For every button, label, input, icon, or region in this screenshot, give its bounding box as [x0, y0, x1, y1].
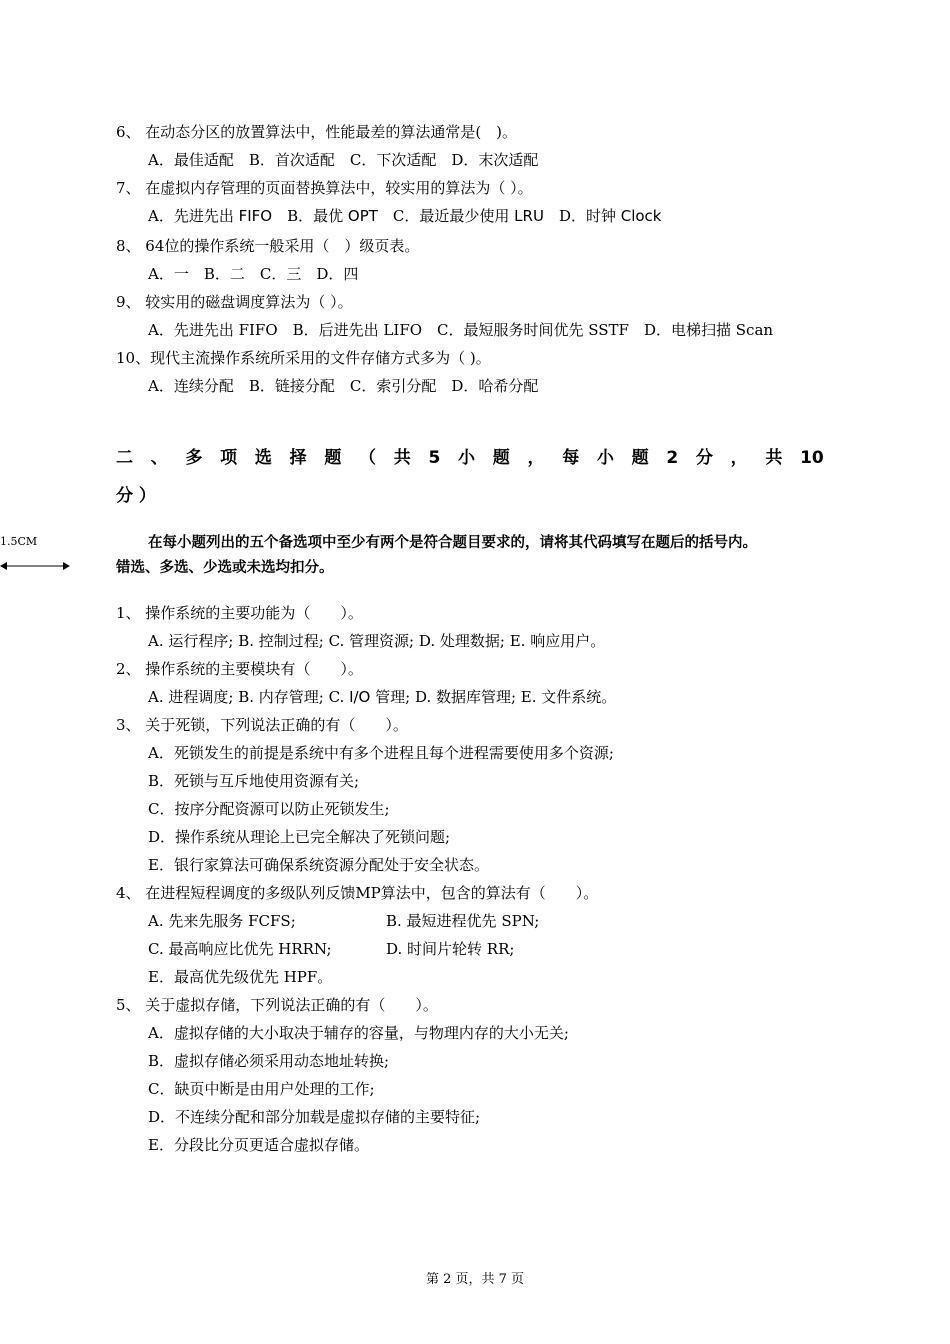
heading-char: ，	[730, 448, 748, 468]
question-4-stem: 4、 在进程短程调度的多级队列反馈MP算法中，包含的算法有（ ）。	[116, 884, 599, 902]
heading-char: 题	[631, 448, 649, 468]
question-5-option-e: E．分段比分页更适合虚拟存储。	[148, 1136, 369, 1154]
question-2-options	[148, 687, 616, 707]
question-9-stem: 9、 较实用的磁盘调度算法为（ ）。	[116, 293, 353, 311]
question-5-stem: 5、 关于虚拟存储，下列说法正确的有（ ）。	[116, 996, 438, 1014]
heading-char: ，	[527, 448, 545, 468]
question-3-stem: 3、 关于死锁，下列说法正确的有（ ）。	[116, 716, 408, 734]
section-heading	[116, 448, 824, 468]
q7-option-a-prefix: A．先进先出	[148, 207, 239, 225]
heading-char: 题	[492, 448, 510, 468]
heading-char: （	[359, 448, 377, 468]
heading-char: 小	[458, 448, 476, 468]
q7-option-c-term: LRU	[514, 207, 544, 225]
question-5-option-d: D．不连续分配和部分加载是虚拟存储的主要特征;	[148, 1108, 481, 1126]
heading-char: 共	[393, 448, 411, 468]
heading-char: 分	[695, 448, 713, 468]
margin-label: 1.5CM	[0, 535, 38, 548]
question-6-stem: 6、 在动态分区的放置算法中，性能最差的算法通常是( )。	[116, 123, 518, 141]
heading-char: 择	[289, 448, 307, 468]
q2-option-term: I/O	[349, 688, 371, 706]
heading-char: 10	[800, 448, 824, 468]
question-5-option-c: C．缺页中断是由用户处理的工作;	[148, 1080, 375, 1098]
q7-option-b-prefix: B．最优	[272, 207, 348, 225]
question-3-option-b: B．死锁与互斥地使用资源有关;	[148, 772, 360, 790]
q2-option-suffix: 管理; D. 数据库管理; E. 文件系统。	[370, 688, 617, 706]
q7-option-c-prefix: C．最近最少使用	[377, 207, 515, 225]
section-heading-line1	[116, 448, 824, 468]
q7-option-a-term: FIFO	[238, 207, 273, 225]
heading-char: 2	[666, 448, 679, 468]
q2-option-prefix: A. 进程调度; B. 内存管理; C.	[148, 688, 350, 706]
section-heading-tail: 分 ）	[116, 486, 156, 506]
heading-char: 多	[185, 448, 203, 468]
heading-char: 二	[116, 448, 133, 468]
instruction-line-2: 错选、多选、少选或未选均扣分。	[116, 560, 334, 576]
question-7-stem: 7、 在虚拟内存管理的页面替换算法中，较实用的算法为（ ）。	[116, 179, 533, 197]
heading-char: 题	[324, 448, 342, 468]
question-5-option-b: B．虚拟存储必须采用动态地址转换;	[148, 1052, 390, 1070]
heading-char: 5	[428, 448, 441, 468]
heading-char: 小	[596, 448, 614, 468]
question-3-option-a: A．死锁发生的前提是系统中有多个进程且每个进程需要使用多个资源;	[148, 744, 614, 762]
heading-char: 选	[254, 448, 272, 468]
q7-option-d-prefix: D．时钟	[543, 207, 621, 225]
question-4-option-a: A. 先来先服务 FCFS;	[148, 912, 296, 930]
heading-char: 共	[765, 448, 783, 468]
question-1-stem: 1、 操作系统的主要功能为（ ）。	[116, 604, 363, 622]
q7-option-b-term: OPT	[347, 207, 378, 225]
question-1-options: A. 运行程序; B. 控制过程; C. 管理资源; D. 处理数据; E. 响应用户。	[148, 632, 606, 650]
question-4-option-d: D. 时间片轮转 RR;	[386, 940, 515, 958]
question-7-options	[148, 206, 662, 226]
margin-arrow-icon	[0, 559, 72, 573]
question-8-stem: 8、 64位的操作系统一般采用（ ）级页表。	[116, 237, 420, 255]
question-4-option-b: B. 最短进程优先 SPN;	[386, 912, 540, 930]
question-3-option-d: D．操作系统从理论上已完全解决了死锁问题;	[148, 828, 451, 846]
question-10-stem: 10、现代主流操作系统所采用的文件存储方式多为（ )。	[116, 349, 491, 367]
question-3-option-c: C．按序分配资源可以防止死锁发生;	[148, 800, 390, 818]
question-6-options: A．最佳适配 B．首次适配 C．下次适配 D．末次适配	[148, 151, 539, 169]
heading-char: 每	[562, 448, 580, 468]
question-10-options: A．连续分配 B．链接分配 C．索引分配 D．哈希分配	[148, 377, 539, 395]
instruction-line-1: 在每小题列出的五个备选项中至少有两个是符合题目要求的，请将其代码填写在题后的括号内。	[148, 535, 757, 551]
question-9-options: A．先进先出 FIFO B．后进先出 LIFO C．最短服务时间优先 SSTF D．电梯扫描 Scan	[148, 321, 774, 339]
page-footer: 第 2 页，共 7 页	[425, 1272, 525, 1287]
question-5-option-a: A．虚拟存储的大小取决于辅存的容量，与物理内存的大小无关;	[148, 1024, 569, 1042]
question-2-stem: 2、 操作系统的主要模块有（ ）。	[116, 660, 363, 678]
heading-char: 、	[150, 448, 168, 468]
question-8-options: A．一 B．二 C．三 D．四	[148, 265, 359, 283]
q7-option-d-term: Clock	[620, 207, 662, 225]
question-4-option-c: C. 最高响应比优先 HRRN;	[148, 940, 332, 958]
heading-char: 项	[220, 448, 238, 468]
question-3-option-e: E．银行家算法可确保系统资源分配处于安全状态。	[148, 856, 489, 874]
question-4-option-e: E．最高优先级优先 HPF。	[148, 968, 333, 986]
